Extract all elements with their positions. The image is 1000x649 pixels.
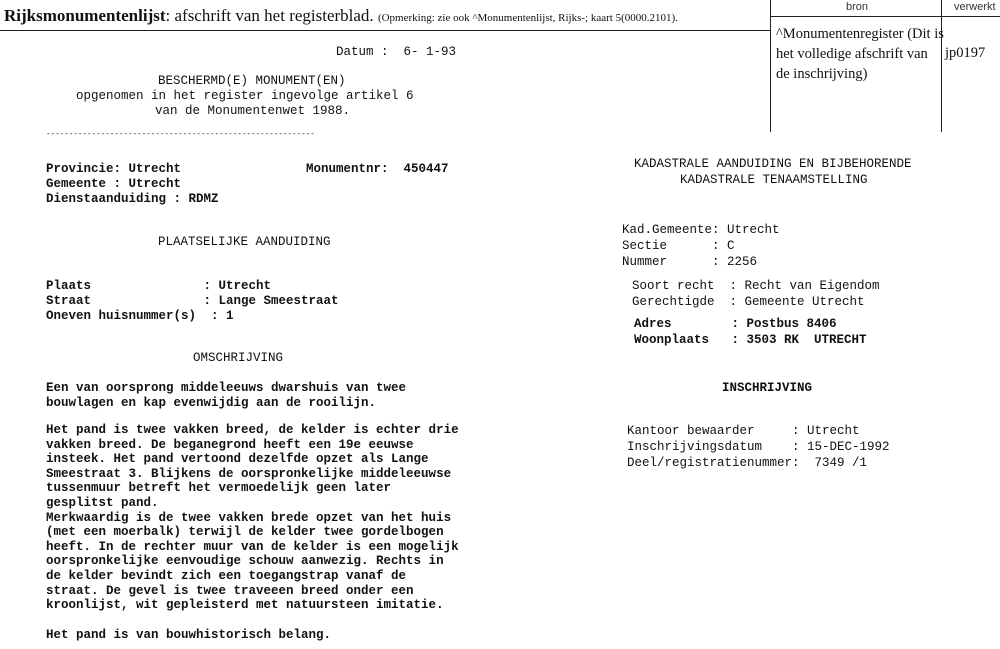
deel-registratienummer: Deel/registratienummer: 7349 /1 [627,456,868,470]
inschrijvingsdatum: Inschrijvingsdatum : 15-DEC-1992 [627,440,890,454]
doc-heading-line2: opgenomen in het register ingevolge artikel 6 [76,89,414,103]
title-rest: : afschrift van het registerblad. [165,6,374,25]
description-paragraph-3: Het pand is van bouwhistorisch belang. [46,628,332,642]
sectie: Sectie : C [622,239,735,253]
adres: Adres : Postbus 8406 [634,317,837,331]
monumentnr: Monumentnr: 450447 [306,162,449,176]
kantoor-bewaarder: Kantoor bewaarder : Utrecht [627,424,860,438]
inschrijving-heading: INSCHRIJVING [722,381,813,395]
datum: Datum : 6- 1-93 [336,45,457,59]
plaats: Plaats : Utrecht [46,279,272,293]
nummer: Nummer : 2256 [622,255,758,269]
omschrijving-heading: OMSCHRIJVING [193,351,284,365]
title-note: (Opmerking: zie ook ^Monumentenlijst, Rijks-; kaart 5(0000.2101). [377,12,678,24]
straat: Straat : Lange Smeestraat [46,294,339,308]
bron-text: ^Monumentenregister (Dit is het volledige afschrift van de inschrijving) [776,26,944,82]
panel-left-border [770,0,771,132]
dienstaanduiding: Dienstaanduiding : RDMZ [46,192,219,206]
verwerkt-header: verwerkt [954,1,996,13]
card-title [4,6,678,26]
gemeente: Gemeente : Utrecht [46,177,182,191]
dashed-divider: ----------------------------------------------------------- [46,131,315,139]
description-paragraph-1: Een van oorsprong middeleeuws dwarshuis van twee bouwlagen en kap evenwijdig aan de rooilijn. [46,381,407,410]
doc-heading-line3: van de Monumentenwet 1988. [155,104,351,118]
doc-heading-line1: BESCHERMD(E) MONUMENT(EN) [158,74,346,88]
description-paragraph-2: Het pand is twee vakken breed, de kelder is echter drie vakken breed. De beganegrond heeft een 19e eeuwse insteek. Het pand vertoond dezelfde opzet als Lange Smeestraat 3. Blijkens de oorspronkelijke middeleeuwse tussenmuur betreft het vermoedelijk geen later gesplitst pand. Merkwaardig is de twee vakken brede opzet van het huis (met een moerbalk) terwijl de kelder twee gordelbogen heeft. In de rechter muur van de kelder is een mogelijk oorspronkelijke eenvoudige schouw aanwezig. Rechts in de kelder bevindt zich een toegangstrap vanaf de straat. De gevel is twee traveeen breed onder een kroonlijst, wit gepleisterd met natuursteen imitatie. [46,423,459,613]
soort-recht: Soort recht : Recht van Eigendom [632,279,880,293]
woonplaats: Woonplaats : 3503 RK UTRECHT [634,333,867,347]
panel-header-rule [770,16,1000,17]
gerechtigde: Gerechtigde : Gemeente Utrecht [632,295,865,309]
kadaster-heading-line1: KADASTRALE AANDUIDING EN BIJBEHORENDE [634,157,912,171]
plaatselijke-heading: PLAATSELIJKE AANDUIDING [158,235,331,249]
header-rule [0,30,770,31]
verwerkt-text: jp0197 [945,45,986,61]
title-bold: Rijksmonumentenlijst [4,6,166,25]
provincie: Provincie: Utrecht [46,162,182,176]
bron-header: bron [846,1,869,13]
huisnummer: Oneven huisnummer(s) : 1 [46,309,234,323]
kadaster-heading-line2: KADASTRALE TENAAMSTELLING [680,173,868,187]
kad-gemeente: Kad.Gemeente: Utrecht [622,223,780,237]
